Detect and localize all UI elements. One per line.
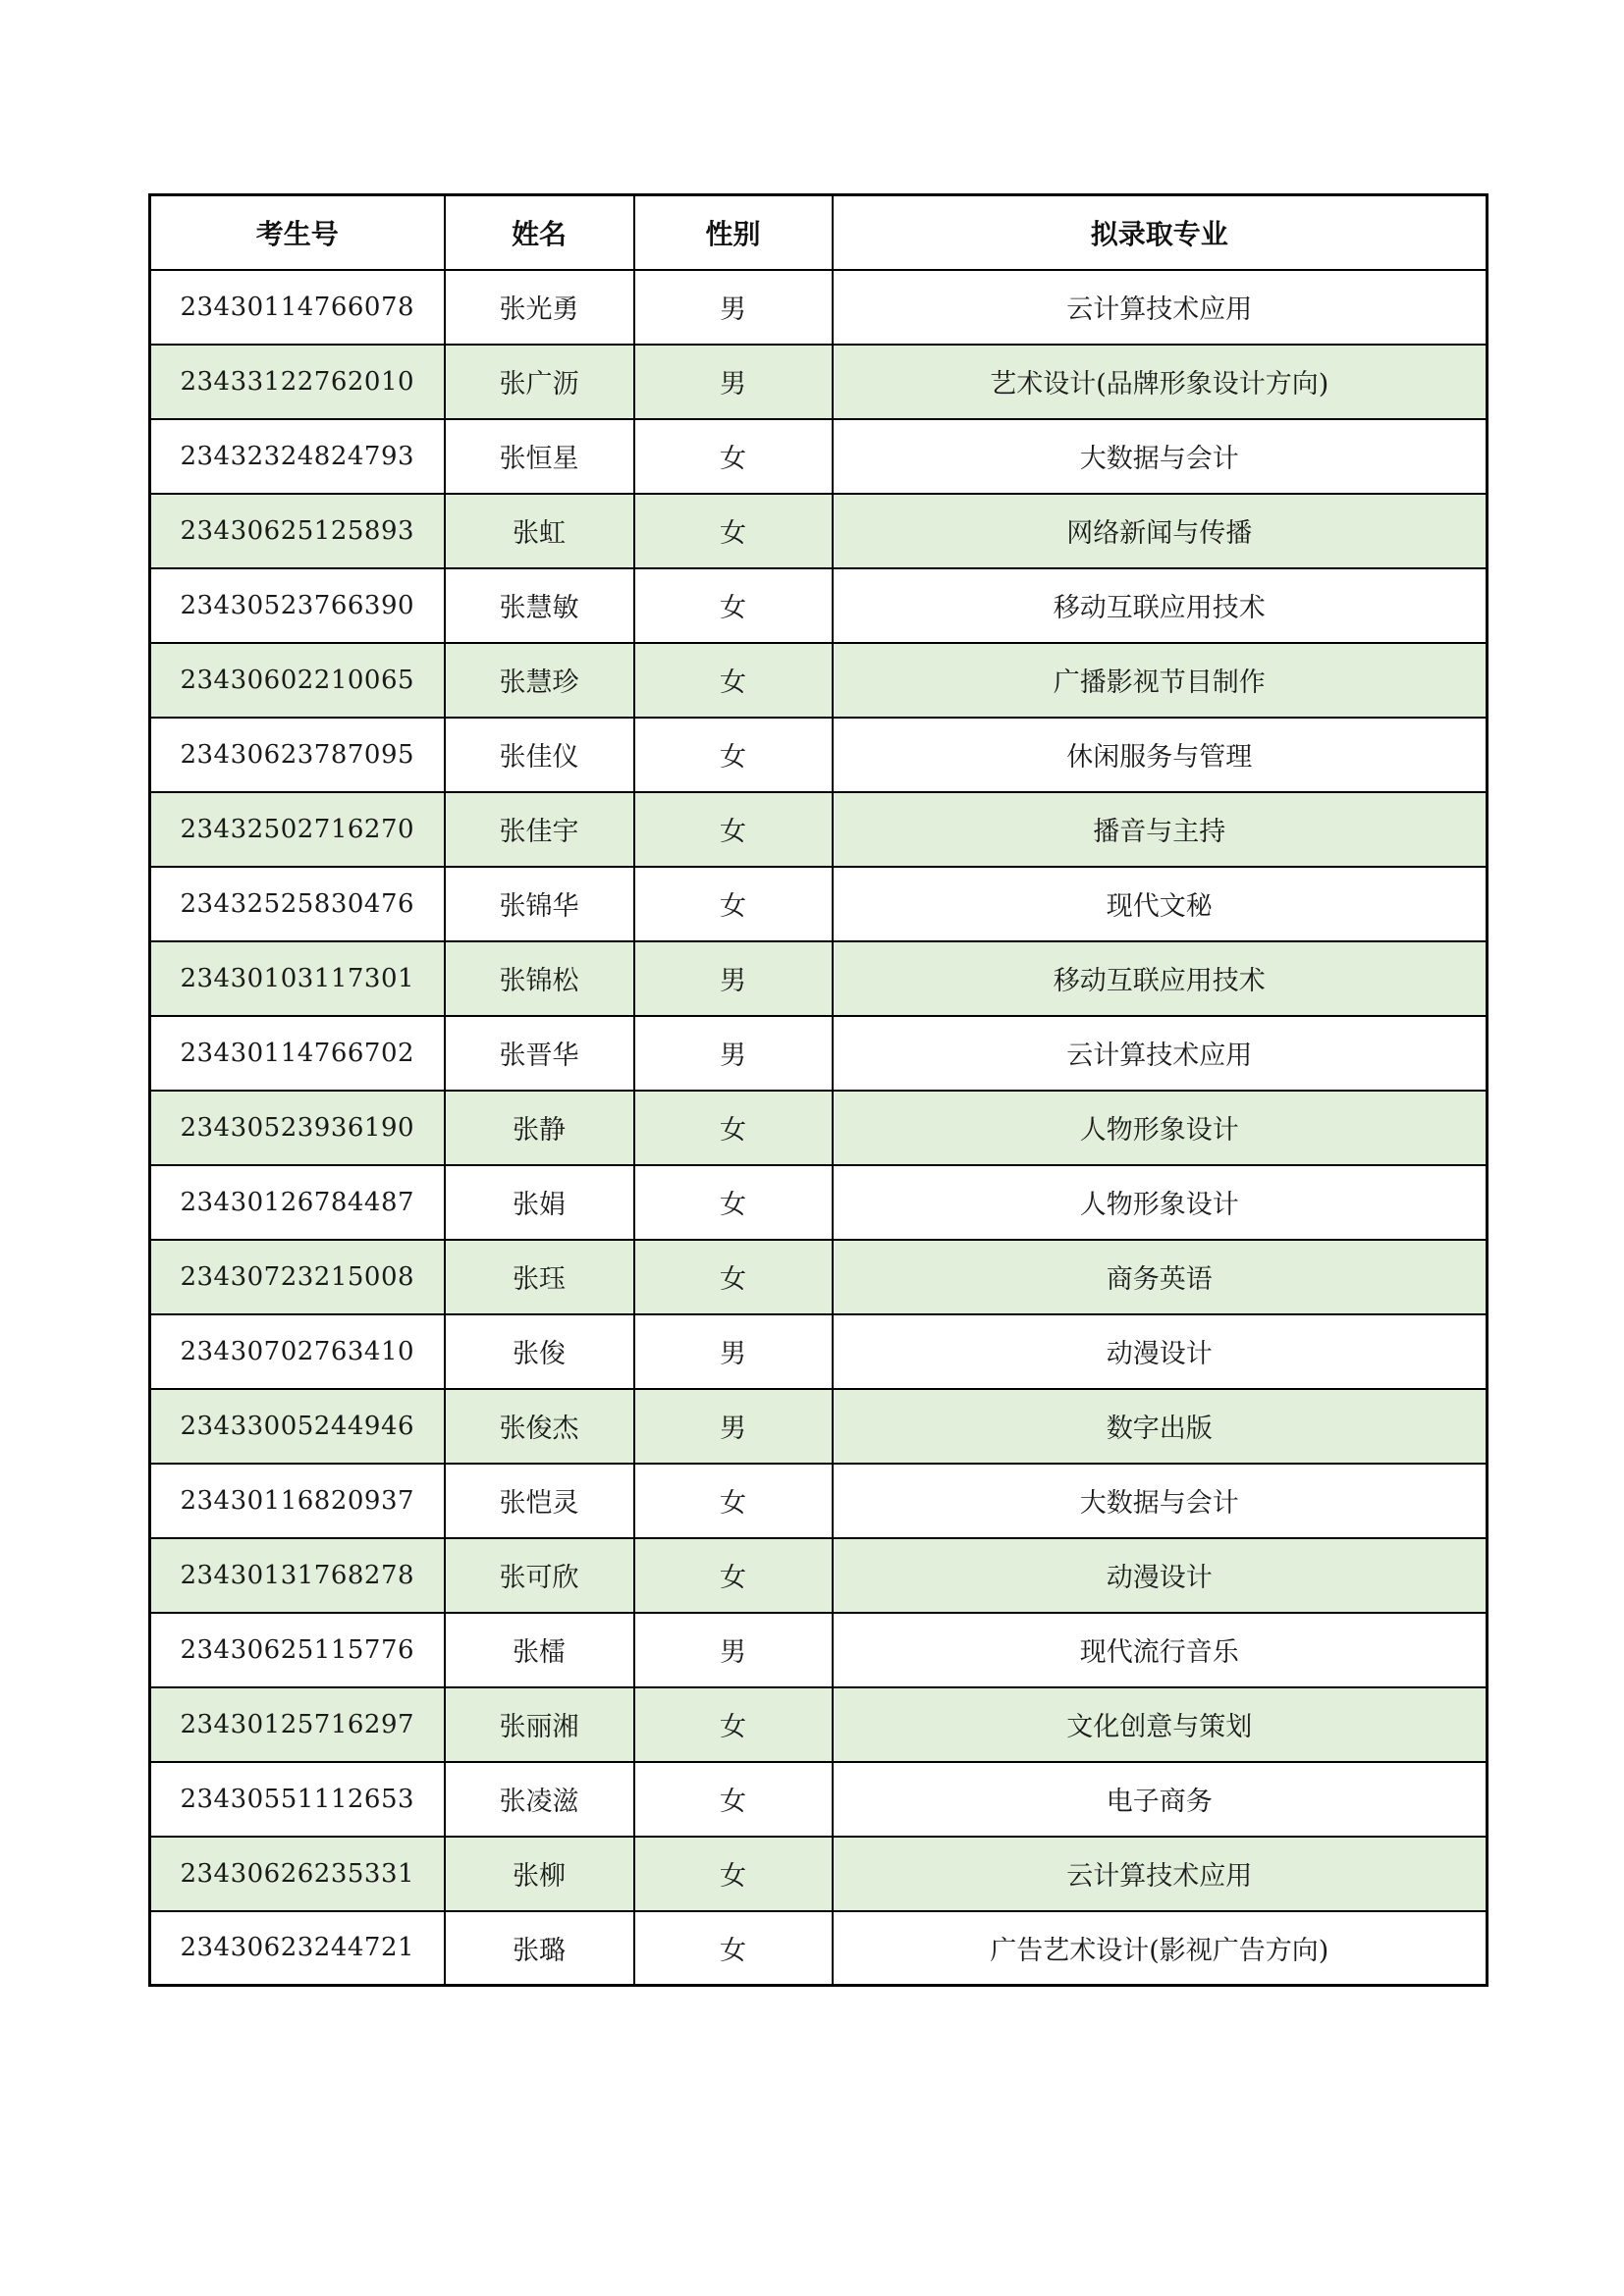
table-row [150,643,1488,718]
table-row [150,345,1488,419]
header-name: 姓名 [445,195,634,270]
table-row [150,1240,1488,1314]
table-row [150,1538,1488,1613]
table-row [150,1613,1488,1687]
cell-name: 张娟 [445,1165,634,1240]
cell-gender: 女 [634,1687,833,1762]
cell-exam-number: 23432525830476 [150,867,445,941]
cell-major: 移动互联应用技术 [833,568,1488,643]
cell-gender: 女 [634,1911,833,1986]
cell-gender: 女 [634,1091,833,1165]
cell-name: 张檑 [445,1613,634,1687]
cell-major: 大数据与会计 [833,419,1488,494]
table-row [150,270,1488,345]
cell-major: 广播影视节目制作 [833,643,1488,718]
cell-major: 电子商务 [833,1762,1488,1837]
cell-exam-number: 23430625125893 [150,494,445,568]
cell-major: 大数据与会计 [833,1464,1488,1538]
table-row [150,1687,1488,1762]
cell-exam-number: 23430602210065 [150,643,445,718]
cell-exam-number: 23430116820937 [150,1464,445,1538]
cell-gender: 女 [634,1165,833,1240]
cell-name: 张珏 [445,1240,634,1314]
cell-gender: 男 [634,1016,833,1091]
cell-gender: 男 [634,1314,833,1389]
cell-major: 现代流行音乐 [833,1613,1488,1687]
table-row [150,1837,1488,1911]
table-row [150,1165,1488,1240]
cell-major: 网络新闻与传播 [833,494,1488,568]
table-row [150,1389,1488,1464]
cell-exam-number: 23430702763410 [150,1314,445,1389]
cell-name: 张丽湘 [445,1687,634,1762]
cell-name: 张俊杰 [445,1389,634,1464]
cell-exam-number: 23430125716297 [150,1687,445,1762]
cell-gender: 男 [634,270,833,345]
cell-gender: 男 [634,941,833,1016]
table-row [150,1091,1488,1165]
cell-major: 动漫设计 [833,1538,1488,1613]
table-row [150,718,1488,792]
cell-gender: 男 [634,1613,833,1687]
cell-major: 休闲服务与管理 [833,718,1488,792]
cell-major: 云计算技术应用 [833,1837,1488,1911]
cell-name: 张恺灵 [445,1464,634,1538]
cell-major: 人物形象设计 [833,1091,1488,1165]
cell-name: 张锦华 [445,867,634,941]
cell-exam-number: 23430523936190 [150,1091,445,1165]
cell-exam-number: 23433005244946 [150,1389,445,1464]
table-row [150,419,1488,494]
table-row [150,1762,1488,1837]
cell-gender: 女 [634,792,833,867]
table-body [150,270,1488,1986]
cell-gender: 女 [634,568,833,643]
cell-gender: 男 [634,1389,833,1464]
cell-exam-number: 23430551112653 [150,1762,445,1837]
cell-exam-number: 23430623244721 [150,1911,445,1986]
cell-major: 商务英语 [833,1240,1488,1314]
cell-exam-number: 23432502716270 [150,792,445,867]
cell-exam-number: 23430523766390 [150,568,445,643]
table-row [150,867,1488,941]
cell-name: 张锦松 [445,941,634,1016]
admission-table [148,193,1489,1987]
cell-name: 张璐 [445,1911,634,1986]
cell-name: 张可欣 [445,1538,634,1613]
cell-major: 人物形象设计 [833,1165,1488,1240]
cell-exam-number: 23430131768278 [150,1538,445,1613]
cell-major: 艺术设计(品牌形象设计方向) [833,345,1488,419]
cell-major: 现代文秘 [833,867,1488,941]
cell-name: 张晋华 [445,1016,634,1091]
table-row [150,941,1488,1016]
cell-gender: 女 [634,1240,833,1314]
cell-exam-number: 23430103117301 [150,941,445,1016]
cell-name: 张佳宇 [445,792,634,867]
header-gender: 性别 [634,195,833,270]
cell-name: 张光勇 [445,270,634,345]
cell-gender: 女 [634,718,833,792]
cell-major: 播音与主持 [833,792,1488,867]
cell-exam-number: 23430114766078 [150,270,445,345]
cell-exam-number: 23430126784487 [150,1165,445,1240]
header-row [150,195,1488,270]
cell-major: 广告艺术设计(影视广告方向) [833,1911,1488,1986]
cell-major: 移动互联应用技术 [833,941,1488,1016]
cell-name: 张虹 [445,494,634,568]
table-row [150,1911,1488,1986]
cell-gender: 女 [634,1837,833,1911]
cell-exam-number: 23430625115776 [150,1613,445,1687]
table-row [150,568,1488,643]
cell-gender: 女 [634,1762,833,1837]
header-major: 拟录取专业 [833,195,1488,270]
cell-gender: 男 [634,345,833,419]
cell-major: 数字出版 [833,1389,1488,1464]
table-row [150,1314,1488,1389]
cell-name: 张佳仪 [445,718,634,792]
cell-exam-number: 23430723215008 [150,1240,445,1314]
cell-gender: 女 [634,494,833,568]
cell-name: 张凌滋 [445,1762,634,1837]
cell-name: 张俊 [445,1314,634,1389]
cell-major: 云计算技术应用 [833,1016,1488,1091]
cell-name: 张慧珍 [445,643,634,718]
cell-major: 文化创意与策划 [833,1687,1488,1762]
table-row [150,494,1488,568]
cell-name: 张恒星 [445,419,634,494]
table-row [150,1016,1488,1091]
cell-major: 云计算技术应用 [833,270,1488,345]
cell-major: 动漫设计 [833,1314,1488,1389]
header-exam-number: 考生号 [150,195,445,270]
cell-exam-number: 23430623787095 [150,718,445,792]
cell-gender: 女 [634,867,833,941]
cell-gender: 女 [634,643,833,718]
cell-exam-number: 23432324824793 [150,419,445,494]
cell-exam-number: 23430626235331 [150,1837,445,1911]
cell-name: 张柳 [445,1837,634,1911]
cell-name: 张静 [445,1091,634,1165]
cell-name: 张广沥 [445,345,634,419]
cell-gender: 女 [634,419,833,494]
cell-gender: 女 [634,1538,833,1613]
table-row [150,1464,1488,1538]
cell-exam-number: 23433122762010 [150,345,445,419]
cell-exam-number: 23430114766702 [150,1016,445,1091]
cell-gender: 女 [634,1464,833,1538]
cell-name: 张慧敏 [445,568,634,643]
table-row [150,792,1488,867]
